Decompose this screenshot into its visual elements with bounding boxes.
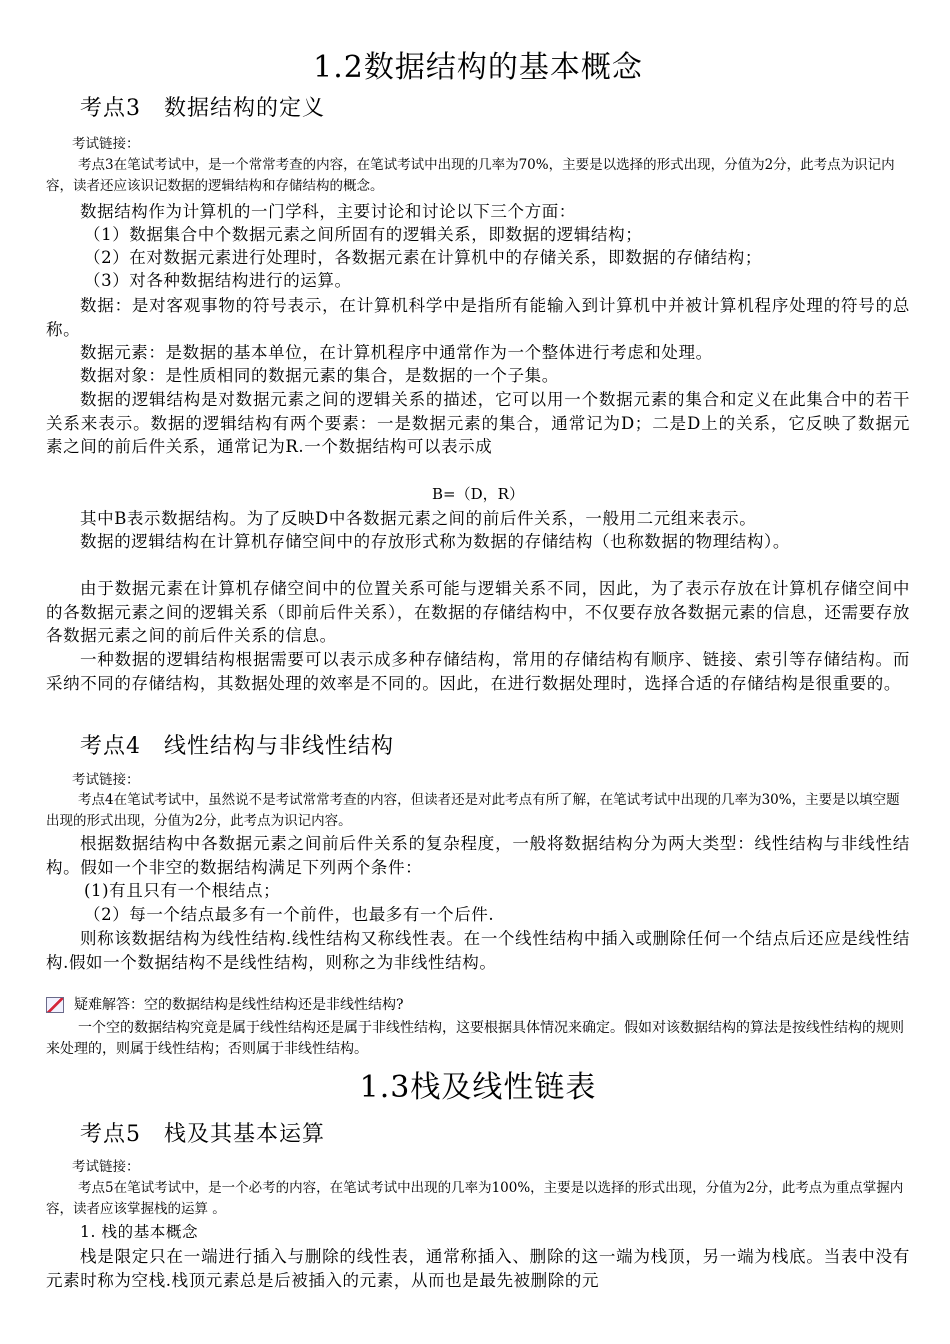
exam-link-label-5: 考试链接： bbox=[72, 1159, 140, 1175]
paragraph: 栈是限定只在一端进行插入与删除的线性表，通常称插入、删除的这一端为栈顶，另一端为栈底。当表中没有元素时称为空栈.栈顶元素总是后被插入的元素，从而也是最先被删除的元 bbox=[46, 1247, 910, 1290]
paragraph: 一种数据的逻辑结构根据需要可以表示成多种存储结构，常用的存储结构有顺序、链接、索引等存储结构。而采纳不同的存储结构，其数据处理的效率是不同的。因此，在进行数据处理时，选择合适的存储结构是很重要的。 bbox=[46, 650, 910, 693]
heading-kaodian-3: 考点3 数据结构的定义 bbox=[80, 96, 325, 121]
heading-kaodian-5: 考点5 栈及其基本运算 bbox=[80, 1122, 325, 1147]
paragraph: 数据：是对客观事物的符号表示，在计算机科学中是指所有能输入到计算机中并被计算机程序处理的符号的总称。 bbox=[46, 296, 910, 339]
paragraph: 数据对象：是性质相同的数据元素的集合，是数据的一个子集。 bbox=[80, 366, 559, 385]
paragraph: 数据结构作为计算机的一门学科，主要讨论和讨论以下三个方面： bbox=[80, 202, 576, 221]
list-item: （3）对各种数据结构进行的运算。 bbox=[84, 271, 352, 290]
list-item: （2）每一个结点最多有一个前件，也最多有一个后件. bbox=[84, 905, 495, 924]
paragraph: 根据数据结构中各数据元素之间前后件关系的复杂程度，一般将数据结构分为两大类型：线性结构与非线性结构。假如一个非空的数据结构满足下列两个条件： bbox=[46, 834, 910, 877]
faq-row bbox=[46, 994, 404, 1016]
subheading: 1. 栈的基本概念 bbox=[80, 1223, 199, 1241]
section-title-1-2: 1.2数据结构的基本概念 bbox=[313, 50, 643, 85]
exam-link-text-4: 考点4在笔试考试中，虽然说不是考试常常考查的内容，但读者还是对此考点有所了解，在笔试考试中出现的几率为30%，主要是以填空题出现的形式出现，分值为2分，此考点为识记内容。 bbox=[46, 792, 900, 829]
faq-answer: 一个空的数据结构究竟是属于线性结构还是属于非线性结构，这要根据具体情况来确定。假如对该数据结构的算法是按线性结构的规则来处理的，则属于线性结构；否则属于非线性结构。 bbox=[46, 1020, 904, 1057]
paragraph: 数据的逻辑结构是对数据元素之间的逻辑关系的描述，它可以用一个数据元素的集合和定义在此集合中的若干关系来表示。数据的逻辑结构有两个要素：一是数据元素的集合，通常记为D；二是D上的关系，它反映了数据元素之间的前后件关系，通常记为R.一个数据结构可以表示成 bbox=[46, 390, 910, 456]
paragraph: 则称该数据结构为线性结构.线性结构又称线性表。在一个线性结构中插入或删除任何一个结点后还应是线性结构.假如一个数据结构不是线性结构，则称之为非线性结构。 bbox=[46, 929, 910, 972]
list-item: (1)有且只有一个根结点； bbox=[84, 881, 281, 900]
list-item: （1）数据集合中个数据元素之间所固有的逻辑关系，即数据的逻辑结构； bbox=[84, 225, 643, 244]
paragraph: 由于数据元素在计算机存储空间中的位置关系可能与逻辑关系不同，因此，为了表示存放在计算机存储空间中的各数据元素之间的逻辑关系（即前后件关系），在数据的存储结构中，不仅要存放各数据元素的信息，还需要存放各数据元素之间的前后件关系的信息。 bbox=[46, 579, 910, 645]
paragraph: 数据的逻辑结构在计算机存储空间中的存放形式称为数据的存储结构（也称数据的物理结构）。 bbox=[80, 532, 790, 551]
section-title-1-3: 1.3栈及线性链表 bbox=[359, 1070, 597, 1105]
paragraph: 其中B表示数据结构。为了反映D中各数据元素之间的前后件关系，一般用二元组来表示。 bbox=[80, 509, 757, 528]
list-item: （2）在对数据元素进行处理时，各数据元素在计算机中的存储关系，即数据的存储结构； bbox=[84, 248, 762, 267]
formula: B=（D，R） bbox=[432, 485, 524, 503]
exam-link-text-3: 考点3在笔试考试中，是一个常常考查的内容，在笔试考试中出现的几率为70%，主要是以选择的形式出现，分值为2分，此考点为识记内容，读者还应该识记数据的逻辑结构和存储结构的概念。 bbox=[46, 157, 895, 194]
faq-question: 疑难解答：空的数据结构是线性结构还是非线性结构? bbox=[74, 997, 404, 1013]
paragraph: 数据元素：是数据的基本单位，在计算机程序中通常作为一个整体进行考虑和处理。 bbox=[80, 343, 713, 362]
exam-link-text-5: 考点5在笔试考试中，是一个必考的内容，在笔试考试中出现的几率为100%，主要是以选择的形式出现，分值为2分，此考点为重点掌握内容，读者应该掌握栈的运算 。 bbox=[46, 1180, 904, 1217]
exam-link-label-4: 考试链接： bbox=[72, 772, 140, 788]
exam-link-label-3: 考试链接： bbox=[72, 136, 140, 152]
edit-note-icon bbox=[46, 997, 64, 1013]
heading-kaodian-4: 考点4 线性结构与非线性结构 bbox=[80, 734, 394, 759]
